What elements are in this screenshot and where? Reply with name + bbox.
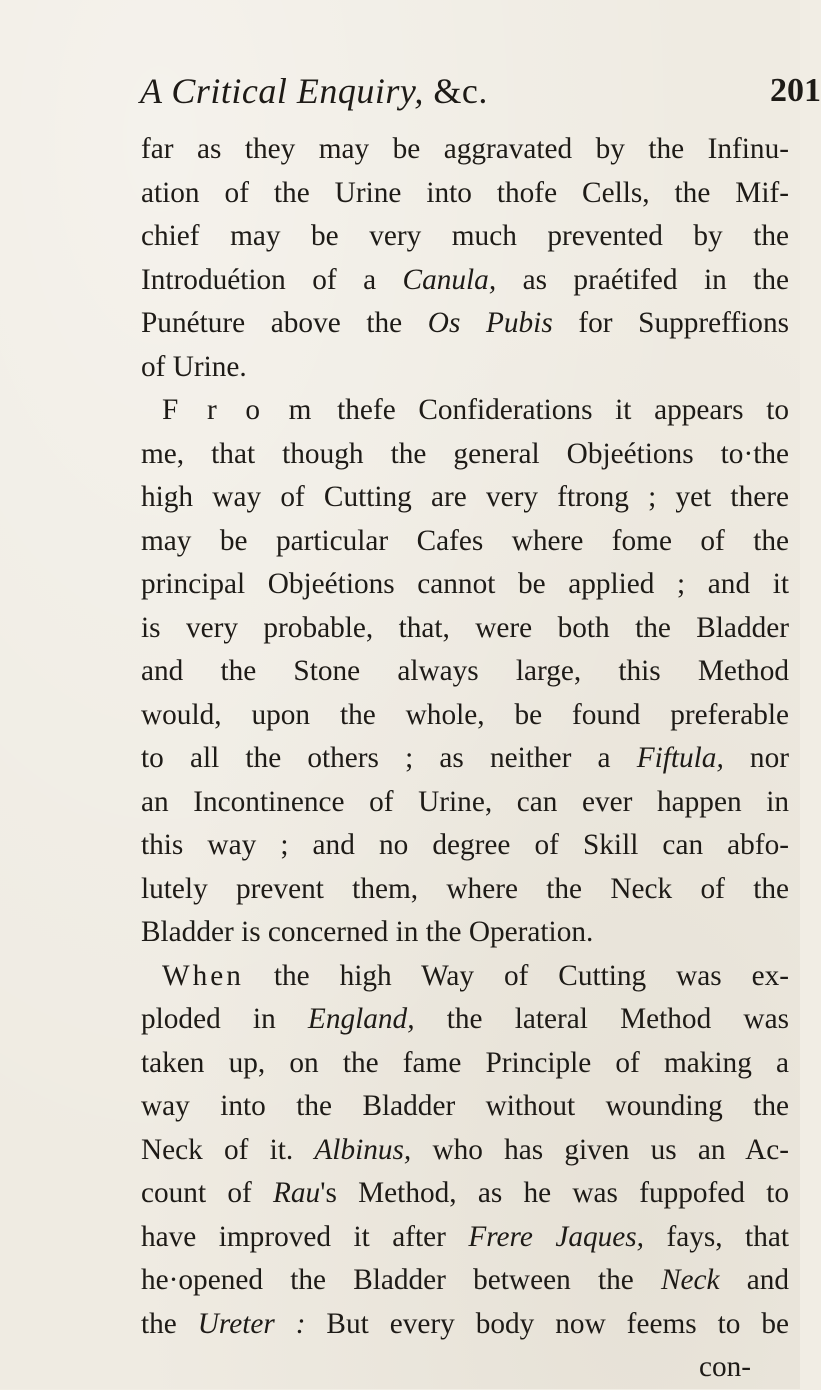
- italic-text: Canula,: [402, 263, 497, 296]
- text-run: ation of the Urine into thofe Cells, the Mif-: [141, 176, 789, 209]
- text-run: to all the others ; as neither a: [141, 742, 637, 774]
- text-line: [141, 1042, 789, 1086]
- text-run: taken up, on the fame Principle of making a: [141, 1046, 789, 1079]
- text-run: nor: [723, 742, 789, 774]
- text-run: con-: [698, 1351, 751, 1383]
- text-line: [141, 868, 789, 912]
- text-run: me, that though the general Objeétions to·the: [141, 437, 789, 470]
- text-run: would, upon the whole, be found preferable: [141, 698, 789, 731]
- text-run: have improved it after: [141, 1220, 469, 1253]
- text-line: [141, 172, 789, 216]
- text-line: [141, 302, 789, 346]
- text-run: lutely prevent them, where the Neck of the: [141, 872, 789, 905]
- italic-text: Neck: [660, 1264, 720, 1296]
- text-run: thefe Confiderations it appears to: [314, 394, 789, 426]
- italic-text: Fiftula,: [636, 742, 724, 774]
- text-run: But every body now feems to be: [305, 1307, 789, 1340]
- text-run: and: [719, 1264, 789, 1296]
- running-header: [118, 70, 821, 118]
- text-line: [141, 694, 789, 738]
- text-run: Introduétion of a: [141, 263, 403, 296]
- text-line: [141, 563, 789, 607]
- text-line: [141, 259, 789, 303]
- text-run: chief may be very much prevented by the: [141, 220, 789, 252]
- text-run: Neck of it.: [141, 1133, 315, 1166]
- text-run: this way ; and no degree of Skill can abfo-: [141, 829, 789, 861]
- text-line: [141, 607, 789, 651]
- text-line: [141, 128, 789, 172]
- italic-text: Frere Jaques,: [468, 1220, 645, 1253]
- text-run: as praétifed in the: [496, 263, 789, 296]
- italic-text: Ureter :: [197, 1307, 306, 1340]
- text-line: [141, 911, 789, 955]
- text-run: ploded in: [141, 1003, 308, 1035]
- text-run: the lateral Method was: [414, 1003, 789, 1035]
- text-line: [141, 781, 789, 825]
- text-line: [141, 1129, 789, 1173]
- text-run: who has given us an Ac-: [411, 1133, 790, 1166]
- text-line: [141, 998, 789, 1042]
- text-run: principal Objeétions cannot be applied ; and it: [141, 568, 789, 600]
- italic-text: England,: [307, 1003, 415, 1035]
- text-run: he·opened the Bladder between the: [141, 1264, 661, 1296]
- text-run: Punéture above the: [141, 307, 428, 339]
- text-run: of Urine.: [141, 350, 247, 383]
- text-run: fays, that: [644, 1220, 789, 1253]
- text-run: an Incontinence of Urine, can ever happen in: [141, 785, 789, 818]
- text-line: [141, 520, 789, 564]
- text-run: and the Stone always large, this Method: [141, 655, 789, 687]
- page-number: 201: [770, 72, 821, 109]
- text-line: [141, 1085, 789, 1129]
- text-run: count of: [141, 1177, 273, 1209]
- text-run: the: [141, 1307, 198, 1340]
- text-run: way into the Bladder without wounding the: [141, 1090, 789, 1122]
- text-line: [141, 955, 789, 999]
- text-run: When: [162, 959, 244, 992]
- text-line: [141, 737, 789, 781]
- running-title: [140, 70, 488, 112]
- text-line: [141, 389, 789, 433]
- running-title-text: A Critical Enquiry,: [140, 71, 424, 111]
- running-title-etc: &c.: [423, 71, 488, 111]
- italic-text: Rau: [273, 1177, 321, 1209]
- body-text: [141, 128, 789, 1390]
- italic-text: Albinus,: [314, 1133, 412, 1166]
- text-line: [141, 650, 789, 694]
- text-run: is very probable, that, were both the Bladder: [141, 611, 789, 644]
- text-line: [141, 1216, 789, 1260]
- text-line: [141, 1303, 789, 1347]
- text-run: the high Way of Cutting was ex-: [243, 959, 789, 992]
- text-line: [141, 433, 789, 477]
- text-run: may be particular Cafes where fome of the: [141, 524, 789, 557]
- text-line: [141, 215, 789, 259]
- text-run: far as they may be aggravated by the Infinu-: [141, 133, 789, 165]
- text-run: 's Method, as he was fuppofed to: [320, 1177, 789, 1209]
- italic-text: Os Pubis: [427, 307, 553, 339]
- text-line: [141, 1172, 789, 1216]
- text-run: Bladder is concerned in the Operation.: [141, 916, 594, 948]
- catchword: [141, 1346, 789, 1390]
- text-line: [141, 1259, 789, 1303]
- text-line: [141, 346, 789, 390]
- text-line: [141, 824, 789, 868]
- text-run: for Suppreffions: [552, 307, 789, 339]
- text-run: F r o m: [162, 394, 315, 426]
- text-run: high way of Cutting are very ftrong ; yet there: [141, 481, 789, 513]
- text-line: [141, 476, 789, 520]
